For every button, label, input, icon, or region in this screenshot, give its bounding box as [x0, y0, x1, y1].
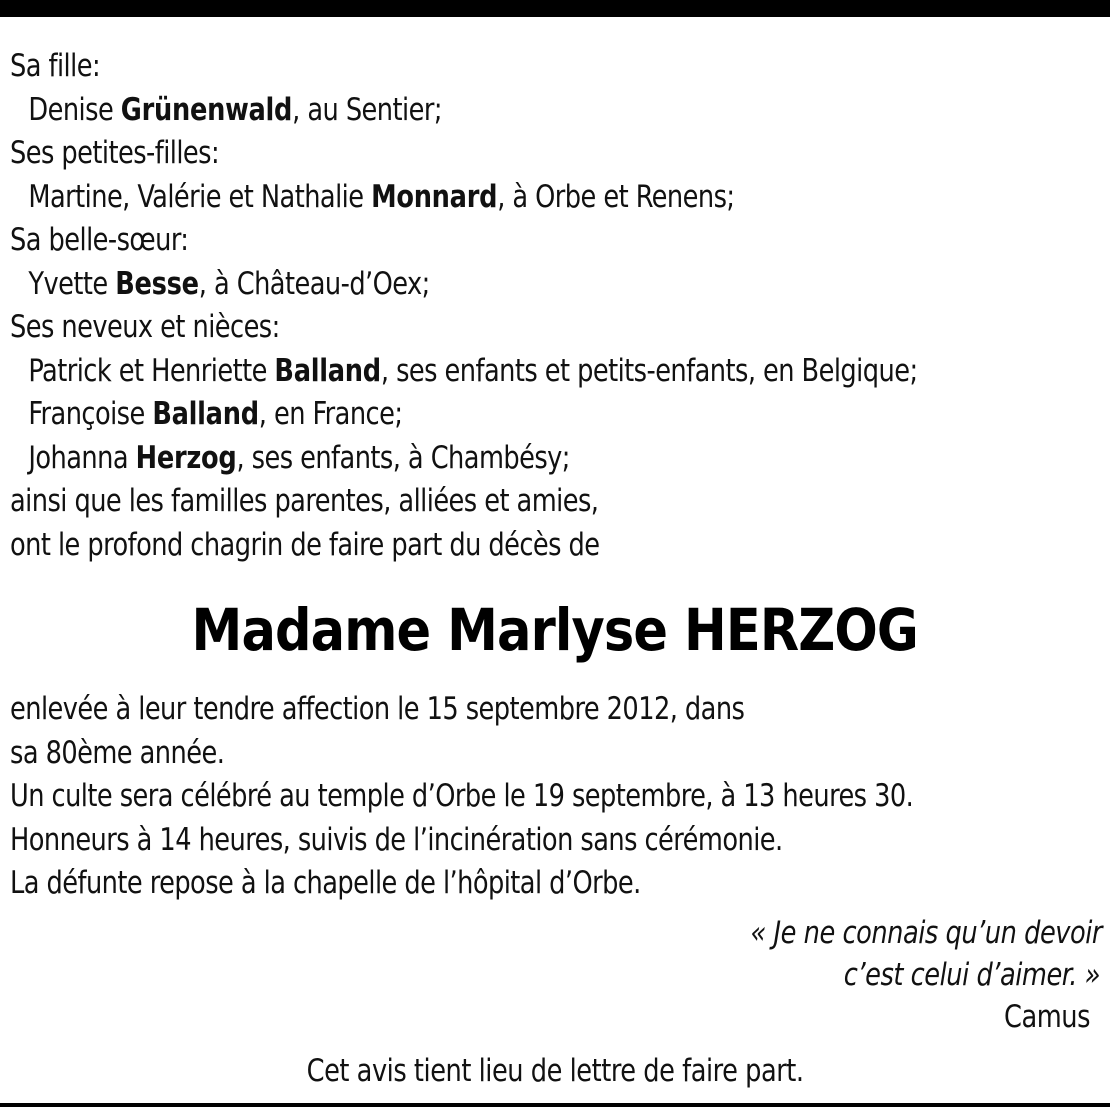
- details-line: Honneurs à 14 heures, suivis de l’incinération sans cérémonie.: [10, 821, 783, 858]
- family-line-prefix: Patrick et Henriette: [28, 352, 275, 389]
- family-line: [10, 89, 1017, 133]
- footer-note-text: Cet avis tient lieu de lettre de faire part.: [306, 1053, 804, 1089]
- quote-line-1: « Je ne connais qu’un devoir: [750, 915, 1102, 951]
- family-line-prefix: Martine, Valérie et Nathalie: [28, 178, 372, 215]
- family-line-prefix: Yvette: [28, 265, 116, 302]
- family-line: [10, 263, 1017, 307]
- family-line-suffix: , en France;: [258, 396, 403, 432]
- deceased-name-text: Madame Marlyse HERZOG: [191, 596, 919, 664]
- family-line-prefix: Françoise: [28, 396, 153, 432]
- family-surname: Balland: [274, 352, 381, 389]
- family-line-prefix: Denise: [28, 91, 121, 128]
- details-line: sa 80ème année.: [10, 734, 225, 771]
- family-line: Ses neveux et nièces:: [10, 309, 280, 345]
- details-line: Un culte sera célébré au temple d’Orbe le 19 septembre, à 13 heures 30.: [10, 778, 914, 814]
- family-line-suffix: , à Château-d’Oex;: [198, 265, 430, 302]
- family-line: Ses petites-filles:: [10, 135, 220, 171]
- family-line: Sa belle-sœur:: [10, 222, 189, 258]
- quote-author: Camus: [1004, 999, 1090, 1035]
- family-line: [10, 437, 1017, 481]
- family-surname: Besse: [115, 265, 199, 302]
- family-line: [10, 350, 1017, 394]
- details-line: La défunte repose à la chapelle de l’hôpital d’Orbe.: [10, 865, 641, 901]
- family-surname: Grünenwald: [120, 91, 293, 128]
- family-line: ainsi que les familles parentes, alliées et amies,: [10, 483, 599, 519]
- quote-line-2: c’est celui d’aimer. »: [843, 957, 1100, 993]
- family-line-suffix: , ses enfants, à Chambésy;: [236, 439, 570, 476]
- top-border-rule: [0, 0, 1110, 17]
- family-line: [10, 393, 1017, 437]
- family-line-suffix: , à Orbe et Renens;: [497, 178, 735, 215]
- funeral-details: [10, 688, 1105, 906]
- details-line: enlevée à leur tendre affection le 15 septembre 2012, dans: [10, 691, 745, 727]
- family-announcement-list: [10, 45, 1105, 567]
- deceased-name-heading: [0, 590, 1110, 670]
- family-line-suffix: , ses enfants et petits-enfants, en Belgique;: [380, 352, 918, 389]
- family-line: ont le profond chagrin de faire part du décès de: [10, 526, 600, 563]
- family-line: Sa fille:: [10, 48, 101, 84]
- family-line-suffix: , au Sentier;: [292, 91, 442, 128]
- bottom-border-rule: [0, 1103, 1110, 1107]
- family-surname: Herzog: [135, 439, 237, 476]
- footer-note: [0, 1050, 1110, 1092]
- family-line-prefix: Johanna: [28, 439, 136, 476]
- family-surname: Balland: [152, 396, 259, 432]
- family-surname: Monnard: [371, 178, 498, 215]
- family-line: [10, 176, 1017, 220]
- quote-block: [502, 912, 1102, 1038]
